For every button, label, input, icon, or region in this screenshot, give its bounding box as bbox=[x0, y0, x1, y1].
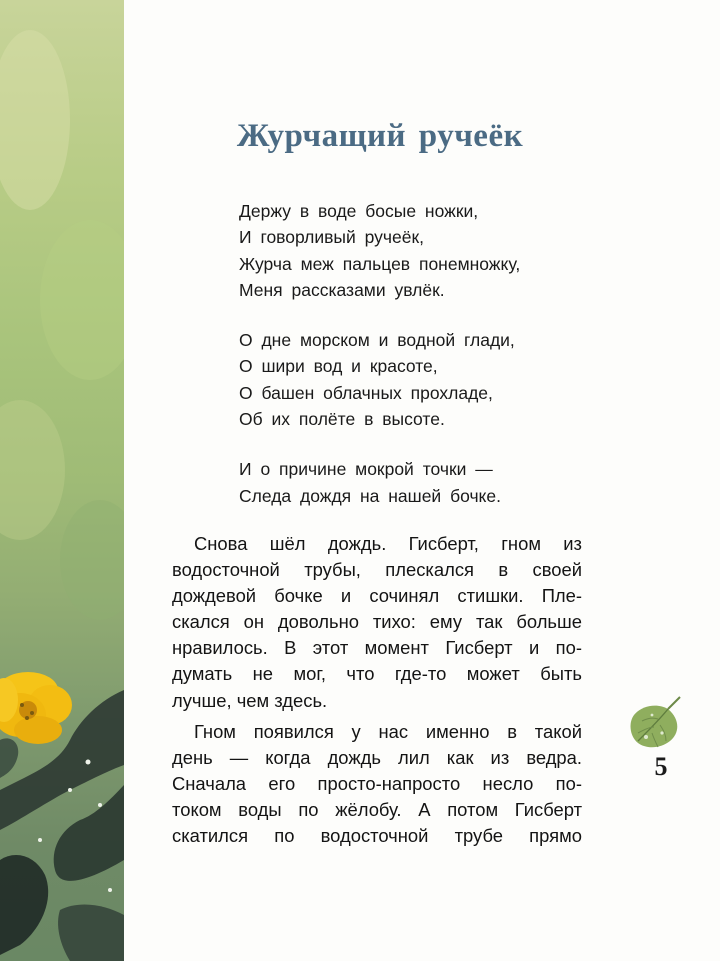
poem-line: Меня рассказами увлёк. bbox=[239, 279, 445, 300]
poem-line: О башен облачных прохладе, bbox=[239, 382, 493, 403]
poem-line: О дне морском и водной глади, bbox=[239, 330, 515, 351]
paragraph bbox=[172, 531, 582, 714]
story-text bbox=[172, 531, 582, 854]
page-title: Журчащий ручеёк bbox=[236, 118, 524, 154]
text-line: водосточной трубы, плескался в своей bbox=[172, 559, 582, 581]
poem-line: И говорливый ручеёк, bbox=[239, 227, 425, 248]
text-line: скался он довольно тихо: ему так больше bbox=[172, 611, 582, 633]
text-line: Сначала его просто-напросто несло по- bbox=[172, 772, 582, 794]
text-line: дождевой бочке и сочинял стишки. Пле- bbox=[172, 585, 582, 607]
poem-stanza bbox=[239, 456, 599, 509]
paragraph bbox=[172, 719, 582, 849]
meadow-flower-illustration bbox=[0, 0, 124, 961]
page-number: 5 bbox=[654, 752, 668, 781]
side-illustration bbox=[0, 0, 124, 961]
text-line: Гном появился у нас именно в такой bbox=[194, 720, 582, 742]
text-line: Снова шёл дождь. Гисберт, гном из bbox=[194, 533, 582, 554]
text-line: скатился по водосточной трубе прямо bbox=[172, 825, 582, 847]
poem-stanza bbox=[239, 327, 599, 432]
poem-line: Следа дождя на нашей бочке. bbox=[239, 485, 502, 506]
text-line: нравилось. В этот момент Гисберт и по- bbox=[172, 637, 582, 659]
text-line: лучше, чем здесь. bbox=[172, 689, 328, 711]
poem-line: Держу в воде босые ножки, bbox=[239, 201, 479, 221]
text-line: током воды по жёлобу. А потом Гисберт bbox=[172, 798, 582, 820]
leaf-icon bbox=[628, 693, 688, 751]
poem-line: Об их полёте в высоте. bbox=[239, 409, 445, 430]
poem-line: И о причине мокрой точки — bbox=[239, 459, 493, 480]
poem bbox=[239, 198, 599, 533]
poem-stanza bbox=[239, 198, 599, 303]
poem-line: О шири вод и красоте, bbox=[239, 356, 438, 377]
poem-line: Журча меж пальцев понемножку, bbox=[239, 253, 521, 274]
flower-icon bbox=[0, 672, 72, 744]
text-line: думать не мог, что где-то может быть bbox=[172, 663, 582, 685]
text-line: день — когда дождь лил как из ведра. bbox=[172, 746, 582, 768]
